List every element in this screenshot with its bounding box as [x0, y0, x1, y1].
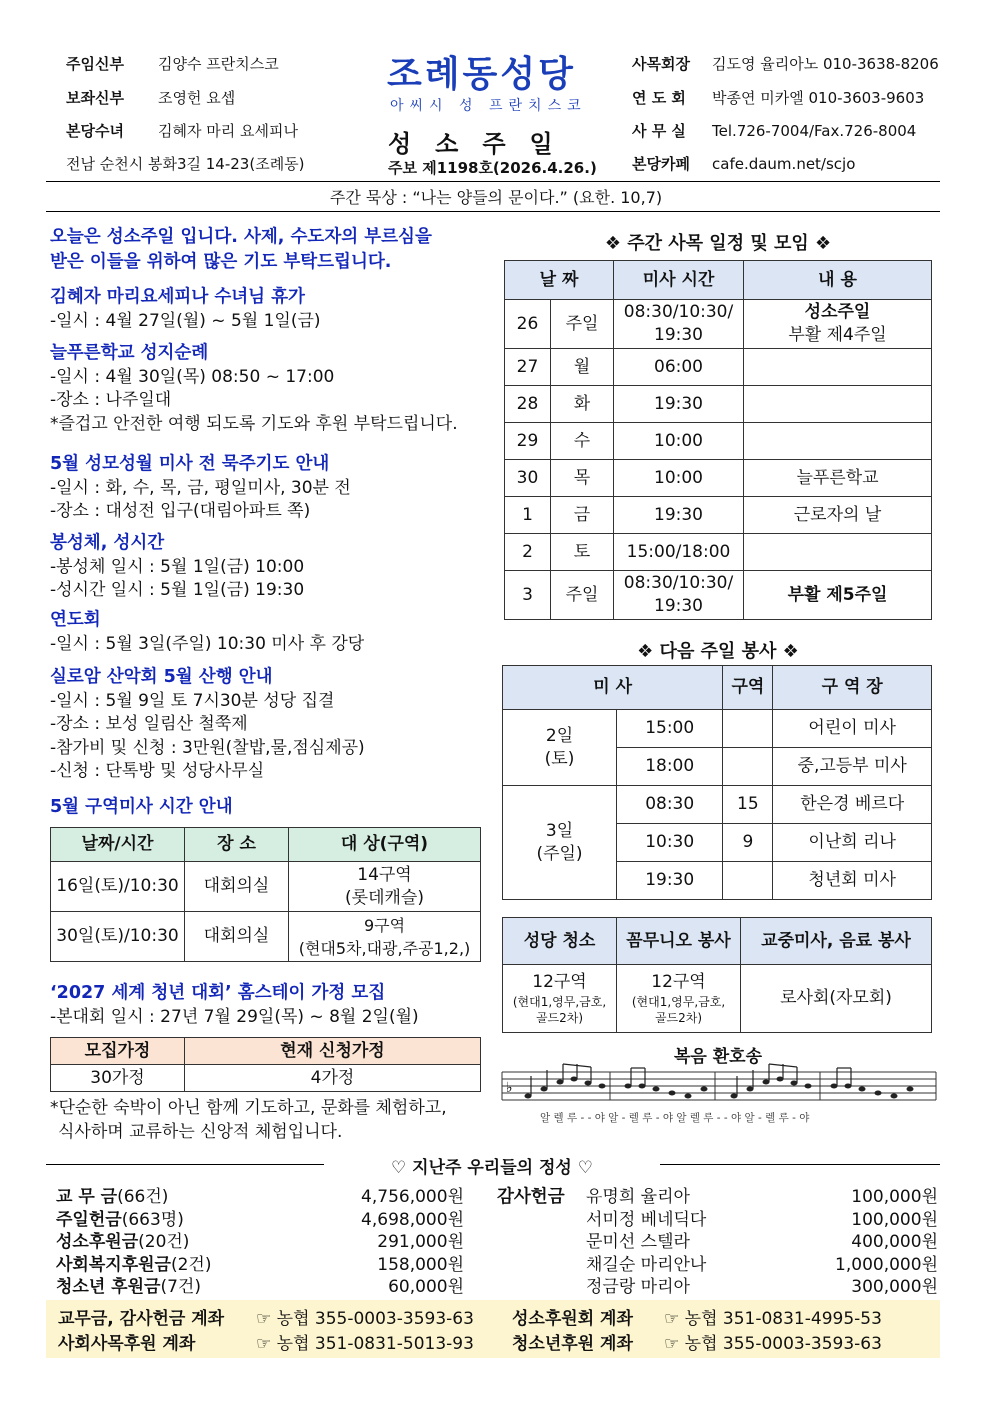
offering-row: [56, 1186, 168, 1209]
notice-title: 5월 구역미사 시간 안내: [50, 797, 233, 817]
notice-line: -일시 : 5월 3일(주일) 10:30 미사 후 강당: [50, 633, 365, 654]
notice-intro: [50, 225, 432, 275]
table-cell: [551, 534, 614, 571]
table-row: [503, 710, 932, 748]
cell-line: 1: [522, 504, 533, 525]
header-value[interactable]: cafe.daum.net/scjo: [712, 155, 856, 173]
table-cell: [744, 300, 932, 349]
table-cell: [614, 349, 744, 386]
homestay-table: [50, 1037, 481, 1092]
cell-line: (현대1,영무,금호,: [512, 995, 607, 1009]
cell-line: 9구역: [363, 915, 406, 935]
table-header-row: [503, 918, 932, 965]
notice-line: *즐겁고 안전한 여행 되도록 기도와 후원 부탁드립니다.: [50, 413, 458, 434]
table-cell: [744, 497, 932, 534]
table-cell: [505, 423, 551, 460]
table-row: [51, 862, 481, 912]
cell-line: 08:30/10:30/: [623, 573, 734, 593]
table-header: 꼼무니오 봉사: [617, 918, 741, 965]
donor-amount: 300,000원: [851, 1277, 938, 1297]
notice-intro-line: 오늘은 성소주일 입니다. 사제, 수도자의 부르심을: [50, 227, 432, 247]
table-cell: 이난희 리나: [773, 824, 932, 862]
table-cell: 중,고등부 미사: [773, 748, 932, 786]
offering-name: 주일헌금: [56, 1209, 122, 1230]
table-cell: 08:30: [617, 786, 723, 824]
cell-line: 15:00/18:00: [626, 541, 731, 562]
svg-text:♭: ♭: [506, 1080, 513, 1096]
table-cell: [505, 460, 551, 497]
offering-row: [56, 1276, 201, 1299]
notice-line: -본대회 일시 : 27년 7월 29일(목) ~ 8월 2일(월): [50, 1006, 419, 1027]
cell-line: 근로자의 날: [793, 504, 882, 525]
notice-line: -장소 : 나주일대: [50, 390, 172, 410]
notice-line: -일시 : 화, 수, 목, 금, 평일미사, 30분 전: [50, 477, 351, 498]
notice-rosary: [50, 453, 351, 524]
cell-line: (롯데캐슬): [345, 887, 424, 908]
table-cell: 4가정: [185, 1065, 481, 1092]
notice-line: -성시간 일시 : 5월 1일(금) 19:30: [50, 580, 305, 600]
header-president: [632, 53, 939, 74]
notice-yeondo: [50, 609, 364, 656]
donor-amount: 400,000원: [851, 1232, 938, 1252]
table-row: [505, 571, 932, 620]
cell-line: 주일: [565, 313, 599, 334]
offering-row: [56, 1231, 189, 1254]
header-priest: [66, 53, 279, 74]
table-cell: [744, 571, 932, 620]
account-row: [58, 1329, 474, 1354]
table-cell: [551, 300, 614, 349]
table-cell: [551, 423, 614, 460]
donor-amount: 1,000,000원: [835, 1254, 938, 1275]
account-label: 교무금, 감사헌금 계좌: [58, 1309, 225, 1329]
cleaning-table: [502, 917, 932, 1033]
account-box: [46, 1300, 940, 1358]
table-cell: 9: [723, 824, 773, 862]
table-header: 대 상(구역): [289, 828, 481, 862]
table-cell: [289, 912, 481, 962]
donor-amount: 100,000원: [851, 1187, 938, 1207]
table-cell: [744, 460, 932, 497]
notice-title: 늘푸른학교 성지순례: [50, 343, 209, 363]
offering-name: 사회복지후원금: [56, 1254, 171, 1275]
table-header-row: [503, 666, 932, 710]
account-value: ☞ 농협 351-0831-4995-53: [664, 1309, 882, 1329]
header-key: 보좌신부: [66, 89, 124, 107]
music-staff-icon: [500, 1062, 938, 1110]
notice-title: ‘2027 세계 청년 대회’ 홈스테이 가정 모집: [50, 983, 386, 1003]
donor-name: 채길순 마리안나: [586, 1254, 707, 1275]
cell-line: 화: [573, 393, 591, 414]
table-header: 날짜/시간: [51, 828, 185, 862]
meditation-divider: [46, 211, 940, 212]
patron: 아씨시 성 프란치스코: [390, 98, 587, 114]
table-cell: [505, 571, 551, 620]
table-cell: [551, 571, 614, 620]
cell-line: 주일: [565, 584, 599, 605]
table-cell: 청년회 미사: [773, 862, 932, 900]
notice-vacation: [50, 286, 321, 333]
cell-line: 27: [516, 356, 539, 377]
table-cell: [503, 710, 617, 786]
table-header: 장 소: [185, 828, 289, 862]
header-value: Tel.726-7004/Fax.726-8004: [712, 122, 917, 140]
table-cell: [723, 710, 773, 748]
notice-line: -봉성체 일시 : 5월 1일(금) 10:00: [50, 556, 305, 577]
header-yeondo: [632, 87, 924, 108]
issue-number: 주보 제1198호(2026.4.26.): [388, 159, 597, 177]
account-label: 성소후원회 계좌: [512, 1309, 633, 1329]
offering-amount: 4,756,000원: [361, 1187, 464, 1207]
cell-line: 26: [516, 313, 539, 334]
donor-amount: 100,000원: [851, 1209, 938, 1230]
table-row: [51, 912, 481, 962]
table-cell: [744, 349, 932, 386]
church-name: 조례동성당: [387, 54, 576, 95]
notice-line: -일시 : 4월 30일(목) 08:50 ~ 17:00: [50, 366, 335, 387]
table-header: 성당 청소: [503, 918, 617, 965]
table-cell: [505, 300, 551, 349]
weekly-meditation: 주간 묵상 : “나는 양들의 문이다.” (요한. 10,7): [329, 188, 663, 207]
table-header: 날 짜: [505, 261, 614, 300]
cell-line: 월: [573, 356, 591, 377]
table-cell: [505, 349, 551, 386]
cell-line: 29: [516, 430, 539, 451]
account-value: ☞ 농협 351-0831-5013-93: [256, 1334, 474, 1354]
table-cell: [614, 534, 744, 571]
table-row: [503, 786, 932, 824]
notice-line: -신청 : 단톡방 및 성당사무실: [50, 761, 265, 781]
notice-line: *단순한 숙박이 아닌 함께 기도하고, 문화를 체험하고,: [50, 1098, 447, 1118]
cell-line: 2: [522, 541, 533, 562]
table-cell: [614, 300, 744, 349]
table-header: 미사 시간: [614, 261, 744, 300]
service-table: [502, 665, 932, 900]
homestay-note: [50, 1097, 447, 1144]
offering-count: (7건): [160, 1277, 201, 1297]
offering-name: 청소년 후원금: [56, 1277, 161, 1297]
cell-line: 19:30: [654, 596, 703, 616]
table-cell: [744, 534, 932, 571]
header-cafe: [632, 153, 855, 174]
table-cell: [744, 423, 932, 460]
offering-amount: 291,000원: [377, 1232, 464, 1252]
donor-name: 유명희 율리아: [586, 1187, 690, 1207]
gospel-lyrics: 알 렐 루 - - 야 알 - 렐 루 - 야 알 렐 루 - - 야 알 - 렐 루 - 야: [540, 1112, 810, 1124]
header-value: 조영헌 요셉: [158, 89, 236, 107]
header-sister: [66, 120, 298, 141]
table-cell: 15:00: [617, 710, 723, 748]
notice-title: 실로암 산악회 5월 산행 안내: [50, 667, 273, 687]
table-cell: [551, 349, 614, 386]
table-cell: 30일(토)/10:30: [51, 912, 185, 962]
cell-line: 늘푸른학교: [796, 467, 879, 488]
cell-line: (현대1,영무,금호,: [631, 995, 726, 1009]
cell-line: 28: [516, 393, 539, 414]
table-row: [505, 534, 932, 571]
service-title: ❖ 다음 주일 봉사 ❖: [637, 641, 799, 662]
schedule-table: [504, 260, 932, 620]
cell-line: 10:00: [654, 467, 703, 488]
table-cell: [551, 386, 614, 423]
offering-rule-right: [660, 1164, 940, 1165]
cell-line: (토): [544, 748, 575, 769]
notice-line: -장소 : 대성전 입구(대림아파트 쪽): [50, 501, 311, 521]
table-cell: 19:30: [617, 862, 723, 900]
account-row: [512, 1304, 882, 1329]
notice-intro-line: 받은 이들을 위하여 많은 기도 부탁드립니다.: [50, 252, 392, 272]
notice-communion: [50, 532, 304, 603]
cell-line: 3일: [545, 820, 574, 841]
notice-title: 연도회: [50, 610, 101, 630]
cell-line: 2일: [545, 725, 574, 746]
table-cell: [551, 460, 614, 497]
table-cell: [723, 862, 773, 900]
notice-title: 김혜자 마리요세피나 수녀님 휴가: [50, 287, 305, 307]
header-value: 박종연 미카엘 010-3603-9603: [712, 89, 925, 107]
cell-line: (주일): [536, 843, 583, 864]
notice-line: -일시 : 5월 9일 토 7시30분 성당 집결: [50, 690, 335, 711]
notice-title: 5월 성모성월 미사 전 묵주기도 안내: [50, 454, 330, 474]
cell-line: 3: [522, 584, 533, 605]
table-header-row: [51, 1038, 481, 1065]
table-cell: [617, 965, 741, 1033]
table-cell: [289, 862, 481, 912]
table-row: [505, 497, 932, 534]
account-label: 청소년후원 계좌: [512, 1334, 633, 1354]
table-cell: 16일(토)/10:30: [51, 862, 185, 912]
header-value: 김양수 프란치스코: [158, 55, 279, 73]
header-key: 본당카페: [632, 155, 690, 173]
header-key: 연 도 회: [632, 89, 686, 107]
cell-line: 금: [573, 504, 591, 525]
header-office: [632, 120, 916, 141]
cell-line: (현대5차,대광,주공1,2,): [298, 938, 471, 958]
table-cell: [505, 497, 551, 534]
gospel-title: 복음 환호송: [673, 1047, 763, 1067]
cell-line: 골드2차): [535, 1011, 584, 1025]
district-mass-table: [50, 827, 481, 962]
notice-line: -일시 : 4월 27일(월) ~ 5월 1일(금): [50, 310, 321, 331]
offering-amount: 60,000원: [388, 1277, 464, 1297]
table-row: [505, 300, 932, 349]
notice-homestay: [50, 982, 419, 1029]
table-cell: [551, 497, 614, 534]
cell-line: 12구역: [532, 972, 587, 992]
table-header: 미 사: [503, 666, 723, 710]
donor-name: 정금랑 마리아: [586, 1277, 690, 1297]
table-header: 교중미사, 음료 봉사: [741, 918, 932, 965]
schedule-title: ❖ 주간 사목 일정 및 모임 ❖: [604, 233, 832, 254]
table-cell: [614, 571, 744, 620]
header-value: 김혜자 마리 요세피나: [158, 122, 298, 140]
table-row: [505, 460, 932, 497]
table-cell: [503, 965, 617, 1033]
offering-count: (2건): [170, 1254, 212, 1275]
donor-name: 서미정 베네딕다: [586, 1209, 707, 1230]
cell-line: 08:30/10:30/: [623, 302, 734, 322]
cell-line: 19:30: [654, 325, 703, 345]
offering-name: 교 무 금: [56, 1187, 118, 1207]
table-header: 구역: [723, 666, 773, 710]
offering-row: [56, 1209, 184, 1232]
table-cell: [614, 423, 744, 460]
table-row: [505, 423, 932, 460]
table-cell: 30가정: [51, 1065, 185, 1092]
cell-line: 성소주일: [804, 302, 871, 322]
cell-line: 14구역: [357, 864, 412, 885]
offering-title: ♡ 지난주 우리들의 정성 ♡: [391, 1158, 593, 1178]
table-cell: 로사회(자모회): [741, 965, 932, 1033]
offering-amount: 158,000원: [377, 1254, 464, 1275]
table-cell: 대회의실: [185, 912, 289, 962]
cell-line: 수: [573, 430, 591, 451]
table-cell: [614, 460, 744, 497]
table-cell: [505, 386, 551, 423]
notice-line: -장소 : 보성 일림산 철쭉제: [50, 714, 248, 734]
cell-line: 부활 제4주일: [788, 325, 887, 345]
sunday-title: 성소주일: [388, 130, 577, 158]
header-divider: [46, 181, 940, 182]
account-row: [512, 1329, 882, 1354]
notice-line: -참가비 및 신청 : 3만원(찰밥,물,점심제공): [50, 737, 365, 758]
header-key: 본당수녀: [66, 122, 124, 140]
account-value: ☞ 농협 355-0003-3593-63: [256, 1309, 474, 1329]
table-cell: 15: [723, 786, 773, 824]
cell-line: 06:00: [654, 356, 703, 377]
header-key: 주임신부: [66, 55, 124, 73]
offering-row: [56, 1254, 211, 1277]
table-header: 내 용: [744, 261, 932, 300]
account-value: ☞ 농협 355-0003-3593-63: [664, 1334, 882, 1354]
notice-line: 식사하며 교류하는 신앙적 체험입니다.: [58, 1121, 343, 1142]
table-cell: [614, 386, 744, 423]
header-assistant: [66, 87, 235, 108]
cell-line: 골드2차): [654, 1011, 703, 1025]
table-cell: 한은경 베르다: [773, 786, 932, 824]
offering-count: (66건): [117, 1187, 169, 1207]
table-cell: 대회의실: [185, 862, 289, 912]
table-cell: 10:30: [617, 824, 723, 862]
table-header: 현재 신청가정: [185, 1038, 481, 1065]
table-header-row: [51, 828, 481, 862]
cell-line: 목: [573, 467, 591, 488]
cell-line: 부활 제5주일: [787, 584, 888, 605]
account-label: 사회사목후원 계좌: [58, 1334, 196, 1354]
account-row: [58, 1304, 474, 1329]
offering-rule-left: [46, 1164, 324, 1165]
offering-count: (663명): [121, 1209, 184, 1230]
offering-name: 성소후원금: [56, 1232, 139, 1252]
cell-line: 19:30: [654, 393, 703, 414]
offering-amount: 4,698,000원: [361, 1209, 464, 1230]
table-cell: [505, 534, 551, 571]
table-cell: 어린이 미사: [773, 710, 932, 748]
header-value: 김도영 율리아노 010-3638-8206: [712, 55, 939, 73]
cell-line: 토: [573, 541, 591, 562]
table-cell: [503, 786, 617, 900]
table-row: [505, 386, 932, 423]
table-cell: [723, 748, 773, 786]
offering-count: (20건): [138, 1232, 190, 1252]
cell-line: 10:00: [654, 430, 703, 451]
table-cell: [744, 386, 932, 423]
table-row: [505, 349, 932, 386]
header-key: 사 무 실: [632, 122, 686, 140]
table-header-row: [505, 261, 932, 300]
table-cell: [614, 497, 744, 534]
cell-line: 12구역: [651, 972, 706, 992]
table-header: 구 역 장: [773, 666, 932, 710]
header-address: 전남 순천시 봉화3길 14-23(조례동): [66, 155, 305, 173]
table-cell: 18:00: [617, 748, 723, 786]
header-key: 사목회장: [632, 55, 690, 73]
notice-pilgrimage: [50, 342, 458, 436]
donor-name: 문미선 스텔라: [586, 1232, 690, 1252]
cell-line: 30: [516, 467, 539, 488]
table-header: 모집가정: [51, 1038, 185, 1065]
table-row: [51, 1065, 481, 1092]
notice-title: 봉성체, 성시간: [50, 533, 165, 553]
cell-line: 19:30: [654, 504, 703, 525]
thanks-label: 감사헌금: [497, 1187, 565, 1207]
notice-hiking: [50, 666, 365, 784]
table-row: [503, 965, 932, 1033]
